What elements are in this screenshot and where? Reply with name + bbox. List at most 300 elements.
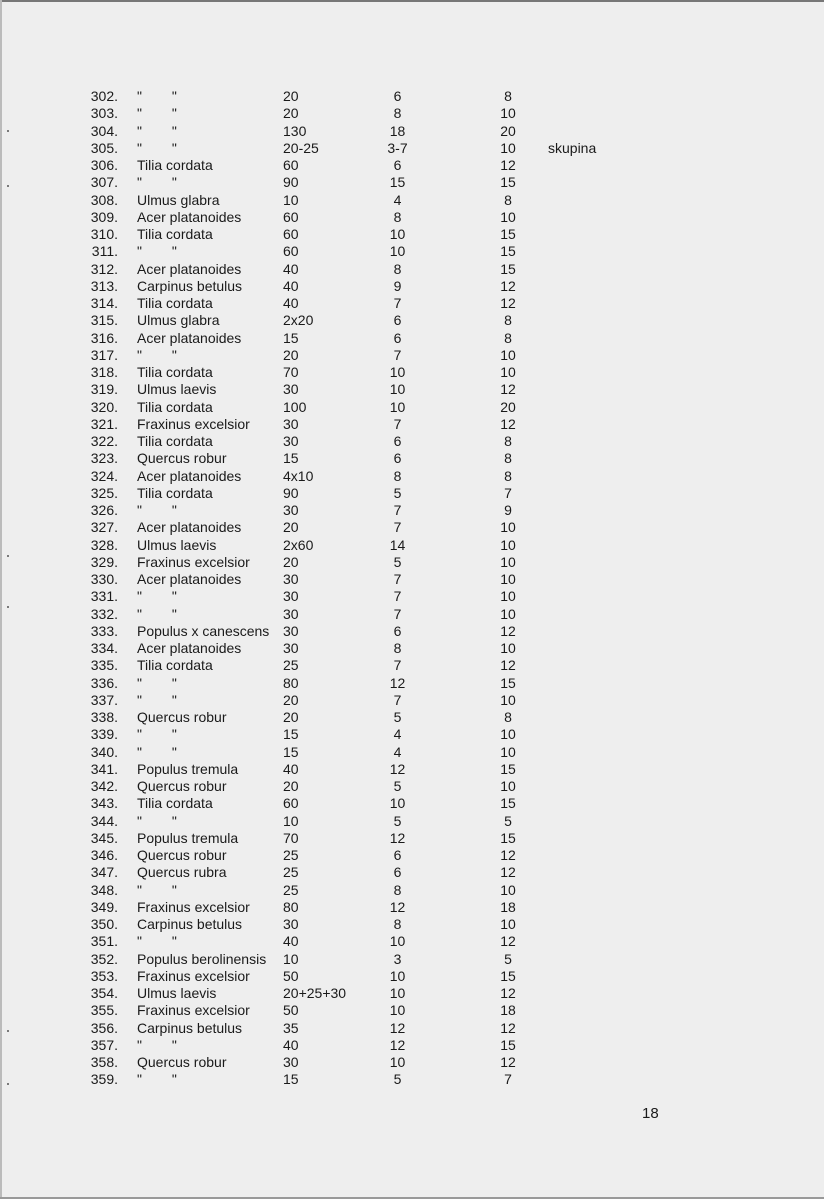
species-name: " " bbox=[137, 743, 177, 760]
table-row bbox=[0, 226, 824, 243]
value-c: 15 bbox=[500, 795, 516, 812]
value-b: 7 bbox=[393, 295, 402, 311]
table-row bbox=[0, 968, 824, 985]
table-row bbox=[0, 571, 824, 588]
value-b: 4 bbox=[393, 726, 402, 743]
row-number: 319. bbox=[90, 381, 118, 398]
row-number: 307. bbox=[90, 174, 118, 191]
species-name: " " bbox=[137, 726, 177, 743]
row-number: 323. bbox=[90, 450, 118, 467]
species-name: Fraxinus excelsior bbox=[137, 553, 250, 570]
species-name: " " bbox=[137, 122, 177, 139]
value-c: 8 bbox=[504, 88, 512, 104]
value-c: 12 bbox=[500, 295, 516, 311]
table-row bbox=[0, 847, 824, 864]
row-number: 349. bbox=[90, 898, 118, 915]
value-b: 12 bbox=[389, 898, 406, 915]
species-name: " " bbox=[137, 88, 177, 104]
value-b: 6 bbox=[393, 329, 402, 346]
row-number: 346. bbox=[90, 847, 118, 863]
value-b: 4 bbox=[393, 743, 402, 760]
species-name: " " bbox=[137, 346, 177, 363]
table-row bbox=[0, 951, 824, 968]
table-row bbox=[0, 1020, 824, 1037]
value-a: 60 bbox=[283, 157, 299, 173]
row-number: 356. bbox=[90, 1019, 118, 1036]
value-b: 8 bbox=[393, 208, 402, 225]
table-row bbox=[0, 278, 824, 295]
value-b: 8 bbox=[393, 260, 402, 277]
value-b: 7 bbox=[393, 571, 402, 587]
value-c: 10 bbox=[500, 208, 516, 225]
table-row bbox=[0, 675, 824, 692]
table-row bbox=[0, 537, 824, 554]
table-row bbox=[0, 123, 824, 140]
row-number: 338. bbox=[90, 709, 118, 725]
table-row bbox=[0, 554, 824, 571]
value-a: 50 bbox=[283, 967, 299, 984]
row-number: 312. bbox=[90, 260, 118, 277]
species-name: " " bbox=[137, 502, 177, 518]
value-b: 4 bbox=[393, 191, 402, 208]
row-number: 337. bbox=[90, 691, 118, 708]
value-c: 10 bbox=[500, 640, 516, 656]
value-b: 10 bbox=[389, 1002, 406, 1019]
value-b: 10 bbox=[389, 381, 406, 398]
species-name: Carpinus betulus bbox=[137, 277, 243, 294]
value-c: 15 bbox=[500, 829, 516, 846]
value-b: 6 bbox=[393, 450, 402, 467]
value-b: 8 bbox=[393, 881, 402, 898]
table-row bbox=[0, 502, 824, 519]
value-a: 30 bbox=[283, 588, 299, 605]
value-a: 25 bbox=[283, 847, 299, 863]
value-c: 8 bbox=[504, 433, 512, 449]
species-name: " " bbox=[137, 243, 177, 260]
value-c: 12 bbox=[500, 847, 516, 863]
value-b: 6 bbox=[393, 88, 402, 104]
table-row bbox=[0, 450, 824, 467]
value-a: 20 bbox=[283, 346, 299, 363]
table-row bbox=[0, 1071, 824, 1088]
species-name: " " bbox=[137, 674, 177, 691]
value-b: 5 bbox=[393, 1071, 402, 1088]
row-number: 333. bbox=[90, 622, 118, 639]
row-number: 355. bbox=[90, 1002, 118, 1019]
species-name: Fraxinus excelsior bbox=[137, 898, 250, 915]
value-b: 14 bbox=[389, 536, 406, 553]
value-a: 20 bbox=[283, 519, 299, 536]
value-c: 7 bbox=[504, 1071, 512, 1088]
value-c: 12 bbox=[500, 381, 516, 398]
row-note: skupina bbox=[548, 139, 597, 156]
value-b: 10 bbox=[389, 967, 406, 984]
table-row bbox=[0, 519, 824, 536]
species-name: Acer platanoides bbox=[137, 260, 242, 277]
species-name: Ulmus laevis bbox=[137, 536, 217, 553]
value-c: 12 bbox=[500, 1019, 516, 1036]
species-name: Acer platanoides bbox=[137, 640, 242, 656]
species-name: " " bbox=[137, 105, 177, 122]
value-b: 12 bbox=[389, 1019, 406, 1036]
row-number: 340. bbox=[90, 743, 118, 760]
value-b: 7 bbox=[393, 519, 402, 536]
table-row bbox=[0, 623, 824, 640]
table-row bbox=[0, 312, 824, 329]
row-number: 321. bbox=[90, 415, 118, 432]
value-a: 100 bbox=[283, 398, 307, 415]
value-b: 10 bbox=[389, 1054, 406, 1070]
row-number: 332. bbox=[90, 605, 118, 622]
species-name: Ulmus laevis bbox=[137, 381, 217, 398]
row-number: 334. bbox=[90, 640, 118, 656]
species-name: Populus berolinensis bbox=[137, 950, 267, 967]
table-row bbox=[0, 364, 824, 381]
species-name: Ulmus glabra bbox=[137, 312, 220, 329]
species-name: " " bbox=[137, 1071, 177, 1088]
species-name: Quercus robur bbox=[137, 778, 227, 794]
value-c: 20 bbox=[500, 122, 516, 139]
value-c: 12 bbox=[500, 657, 516, 674]
value-a: 40 bbox=[283, 760, 299, 777]
table-row bbox=[0, 588, 824, 605]
row-number: 343. bbox=[90, 795, 118, 812]
value-a: 30 bbox=[283, 605, 299, 622]
value-a: 30 bbox=[283, 415, 299, 432]
value-a: 10 bbox=[283, 950, 299, 967]
value-a: 30 bbox=[283, 571, 299, 587]
value-a: 30 bbox=[283, 916, 299, 932]
row-number: 317. bbox=[90, 346, 118, 363]
species-name: Acer platanoides bbox=[137, 571, 242, 587]
value-c: 18 bbox=[500, 1002, 516, 1019]
value-b: 10 bbox=[389, 364, 406, 380]
row-number: 359. bbox=[90, 1071, 118, 1088]
table-row bbox=[0, 330, 824, 347]
species-name: " " bbox=[137, 691, 177, 708]
table-row bbox=[0, 778, 824, 795]
species-name: " " bbox=[137, 1036, 177, 1053]
value-c: 15 bbox=[500, 243, 516, 260]
value-a: 30 bbox=[283, 433, 299, 449]
table-row bbox=[0, 140, 824, 157]
value-b: 10 bbox=[389, 795, 406, 812]
row-number: 316. bbox=[90, 329, 118, 346]
value-a: 80 bbox=[283, 674, 299, 691]
row-number: 354. bbox=[90, 985, 118, 1001]
value-c: 15 bbox=[500, 967, 516, 984]
value-a: 30 bbox=[283, 622, 299, 639]
species-name: Populus tremula bbox=[137, 829, 239, 846]
value-b: 8 bbox=[393, 467, 402, 484]
table-row bbox=[0, 433, 824, 450]
table-row bbox=[0, 209, 824, 226]
value-b: 10 bbox=[389, 933, 406, 950]
table-row bbox=[0, 657, 824, 674]
value-a: 60 bbox=[283, 243, 299, 260]
value-b: 10 bbox=[389, 985, 406, 1001]
row-number: 303. bbox=[90, 105, 118, 122]
row-number: 358. bbox=[90, 1054, 118, 1070]
table-row bbox=[0, 261, 824, 278]
value-a: 20 bbox=[283, 691, 299, 708]
table-row bbox=[0, 761, 824, 778]
value-c: 5 bbox=[504, 950, 512, 967]
value-c: 10 bbox=[500, 605, 516, 622]
value-a: 10 bbox=[283, 812, 299, 829]
species-name: Tilia cordata bbox=[137, 157, 213, 173]
table-row bbox=[0, 830, 824, 847]
value-c: 12 bbox=[500, 985, 516, 1001]
row-number: 344. bbox=[90, 812, 118, 829]
value-c: 20 bbox=[500, 398, 516, 415]
value-b: 18 bbox=[389, 122, 406, 139]
value-c: 10 bbox=[500, 778, 516, 794]
value-a: 40 bbox=[283, 260, 299, 277]
row-number: 325. bbox=[90, 484, 118, 501]
value-a: 20 bbox=[283, 105, 299, 122]
value-b: 12 bbox=[389, 760, 406, 777]
table-row bbox=[0, 399, 824, 416]
value-b: 6 bbox=[393, 622, 402, 639]
species-name: Tilia cordata bbox=[137, 433, 213, 449]
value-b: 9 bbox=[393, 277, 402, 294]
value-a: 60 bbox=[283, 226, 299, 242]
species-name: " " bbox=[137, 933, 177, 950]
species-name: Quercus robur bbox=[137, 847, 227, 863]
row-number: 327. bbox=[90, 519, 118, 536]
species-name: Tilia cordata bbox=[137, 795, 213, 812]
value-c: 10 bbox=[500, 346, 516, 363]
row-number: 352. bbox=[90, 950, 118, 967]
value-a: 70 bbox=[283, 364, 299, 380]
row-number: 320. bbox=[90, 398, 118, 415]
species-name: Quercus robur bbox=[137, 450, 227, 467]
table-row bbox=[0, 709, 824, 726]
value-c: 15 bbox=[500, 760, 516, 777]
value-b: 5 bbox=[393, 553, 402, 570]
value-c: 12 bbox=[500, 864, 516, 881]
table-row bbox=[0, 381, 824, 398]
table-row bbox=[0, 744, 824, 761]
value-c: 10 bbox=[500, 553, 516, 570]
value-b: 5 bbox=[393, 709, 402, 725]
species-name: " " bbox=[137, 139, 177, 156]
value-c: 10 bbox=[500, 726, 516, 743]
value-b: 6 bbox=[393, 157, 402, 173]
value-a: 20 bbox=[283, 709, 299, 725]
value-b: 7 bbox=[393, 588, 402, 605]
row-number: 348. bbox=[90, 881, 118, 898]
species-name: Quercus robur bbox=[137, 709, 227, 725]
table-row bbox=[0, 916, 824, 933]
row-number: 322. bbox=[90, 433, 118, 449]
value-c: 8 bbox=[504, 467, 512, 484]
table-row bbox=[0, 416, 824, 433]
value-a: 15 bbox=[283, 1071, 299, 1088]
value-a: 30 bbox=[283, 381, 299, 398]
row-number: 313. bbox=[90, 277, 118, 294]
value-b: 5 bbox=[393, 778, 402, 794]
table-row bbox=[0, 485, 824, 502]
species-name: Carpinus betulus bbox=[137, 1019, 243, 1036]
species-name: " " bbox=[137, 588, 177, 605]
value-c: 10 bbox=[500, 519, 516, 536]
row-number: 304. bbox=[90, 122, 118, 139]
row-number: 314. bbox=[90, 295, 118, 311]
species-name: " " bbox=[137, 605, 177, 622]
species-name: Ulmus laevis bbox=[137, 985, 217, 1001]
table-row bbox=[0, 174, 824, 191]
value-b: 8 bbox=[393, 916, 402, 932]
value-c: 15 bbox=[500, 226, 516, 242]
value-a: 130 bbox=[283, 122, 307, 139]
value-b: 5 bbox=[393, 812, 402, 829]
value-b: 3 bbox=[393, 950, 402, 967]
row-number: 350. bbox=[90, 916, 118, 932]
species-name: Quercus rubra bbox=[137, 864, 227, 881]
page-number: 18 bbox=[642, 1105, 659, 1122]
value-b: 10 bbox=[389, 226, 406, 242]
table-row bbox=[0, 985, 824, 1002]
value-c: 10 bbox=[500, 881, 516, 898]
species-name: " " bbox=[137, 174, 177, 191]
table-row bbox=[0, 692, 824, 709]
species-name: Tilia cordata bbox=[137, 226, 213, 242]
row-number: 336. bbox=[90, 674, 118, 691]
value-c: 8 bbox=[504, 312, 512, 329]
value-b: 7 bbox=[393, 657, 402, 674]
value-b: 7 bbox=[393, 605, 402, 622]
species-name: Tilia cordata bbox=[137, 657, 213, 674]
value-c: 10 bbox=[500, 139, 516, 156]
value-b: 10 bbox=[389, 398, 406, 415]
value-a: 20+25+30 bbox=[283, 985, 347, 1001]
table-row bbox=[0, 243, 824, 260]
row-number: 351. bbox=[90, 933, 118, 950]
table-row bbox=[0, 640, 824, 657]
value-b: 3-7 bbox=[387, 139, 408, 156]
table-row bbox=[0, 192, 824, 209]
row-number: 335. bbox=[90, 657, 118, 674]
row-number: 330. bbox=[90, 571, 118, 587]
value-b: 6 bbox=[393, 847, 402, 863]
value-b: 7 bbox=[393, 502, 402, 518]
row-number: 305. bbox=[90, 139, 118, 156]
species-name: Acer platanoides bbox=[137, 467, 242, 484]
value-c: 10 bbox=[500, 536, 516, 553]
species-name: Fraxinus excelsior bbox=[137, 415, 250, 432]
species-name: Quercus robur bbox=[137, 1054, 227, 1070]
value-a: 50 bbox=[283, 1002, 299, 1019]
table-row bbox=[0, 105, 824, 122]
value-c: 10 bbox=[500, 588, 516, 605]
value-c: 12 bbox=[500, 622, 516, 639]
value-c: 5 bbox=[504, 812, 512, 829]
species-name: Fraxinus excelsior bbox=[137, 967, 250, 984]
value-a: 30 bbox=[283, 640, 299, 656]
table-row bbox=[0, 795, 824, 812]
value-a: 20-25 bbox=[283, 139, 319, 156]
species-name: Tilia cordata bbox=[137, 364, 213, 380]
species-name: Populus x canescens bbox=[137, 622, 270, 639]
value-c: 12 bbox=[500, 415, 516, 432]
row-number: 342. bbox=[90, 778, 118, 794]
row-number: 308. bbox=[90, 191, 118, 208]
species-name: Acer platanoides bbox=[137, 208, 242, 225]
value-c: 12 bbox=[500, 157, 516, 173]
value-b: 8 bbox=[393, 105, 402, 122]
table-row bbox=[0, 88, 824, 105]
value-a: 90 bbox=[283, 174, 299, 191]
row-number: 353. bbox=[90, 967, 118, 984]
table-row bbox=[0, 726, 824, 743]
value-a: 25 bbox=[283, 657, 299, 674]
value-a: 60 bbox=[283, 795, 299, 812]
table-row bbox=[0, 933, 824, 950]
row-number: 318. bbox=[90, 364, 118, 380]
row-number: 309. bbox=[90, 208, 118, 225]
table-row bbox=[0, 882, 824, 899]
row-number: 326. bbox=[90, 502, 118, 518]
value-a: 80 bbox=[283, 898, 299, 915]
value-b: 12 bbox=[389, 1036, 406, 1053]
value-a: 20 bbox=[283, 88, 299, 104]
table-row bbox=[0, 864, 824, 881]
value-b: 7 bbox=[393, 691, 402, 708]
value-b: 7 bbox=[393, 415, 402, 432]
row-number: 341. bbox=[90, 760, 118, 777]
value-a: 60 bbox=[283, 208, 299, 225]
value-a: 40 bbox=[283, 277, 299, 294]
tree-inventory-table bbox=[0, 88, 824, 1089]
value-a: 70 bbox=[283, 829, 299, 846]
value-a: 40 bbox=[283, 295, 299, 311]
species-name: " " bbox=[137, 812, 177, 829]
species-name: Populus tremula bbox=[137, 760, 239, 777]
value-c: 15 bbox=[500, 1036, 516, 1053]
row-number: 357. bbox=[90, 1036, 118, 1053]
species-name: Fraxinus excelsior bbox=[137, 1002, 250, 1019]
species-name: Tilia cordata bbox=[137, 484, 213, 501]
row-number: 306. bbox=[90, 157, 118, 173]
value-c: 8 bbox=[504, 329, 512, 346]
value-a: 20 bbox=[283, 778, 299, 794]
value-a: 10 bbox=[283, 191, 299, 208]
row-number: 328. bbox=[90, 536, 118, 553]
value-a: 15 bbox=[283, 743, 299, 760]
scan-edge-top bbox=[0, 0, 824, 2]
value-a: 2x20 bbox=[283, 312, 314, 329]
value-b: 12 bbox=[389, 829, 406, 846]
value-c: 10 bbox=[500, 571, 516, 587]
value-c: 15 bbox=[500, 674, 516, 691]
value-a: 30 bbox=[283, 502, 299, 518]
value-c: 7 bbox=[504, 484, 512, 501]
value-c: 15 bbox=[500, 174, 516, 191]
value-a: 2x60 bbox=[283, 536, 314, 553]
value-b: 7 bbox=[393, 346, 402, 363]
value-a: 4x10 bbox=[283, 467, 314, 484]
value-c: 8 bbox=[504, 709, 512, 725]
value-b: 5 bbox=[393, 484, 402, 501]
species-name: Tilia cordata bbox=[137, 398, 213, 415]
row-number: 302. bbox=[90, 88, 118, 104]
value-b: 15 bbox=[389, 174, 406, 191]
table-row bbox=[0, 1037, 824, 1054]
value-c: 9 bbox=[504, 502, 512, 518]
value-c: 10 bbox=[500, 105, 516, 122]
